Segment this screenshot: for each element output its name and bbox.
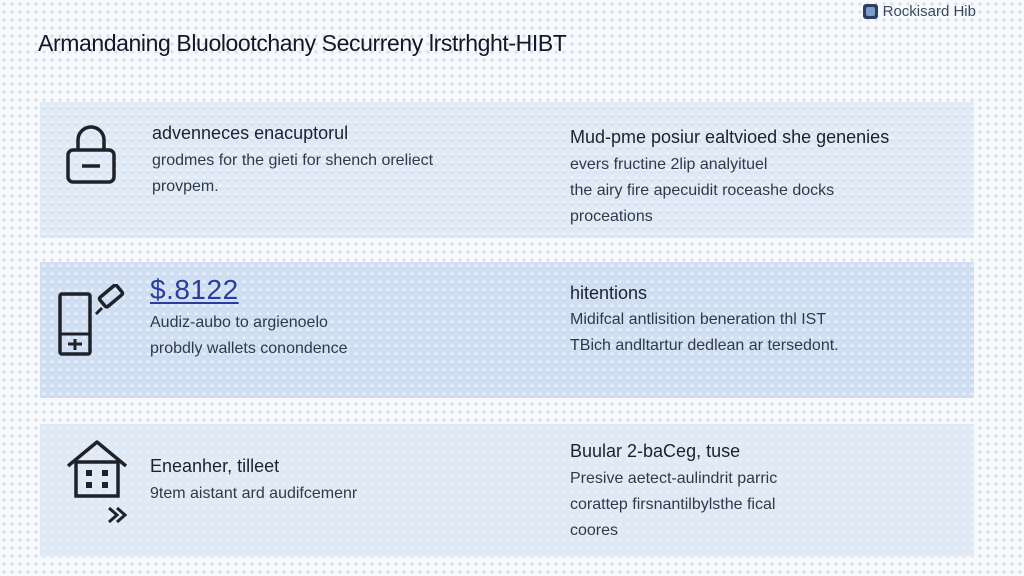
section-1-left-line: provpem.	[152, 178, 219, 195]
section-2-left	[150, 274, 530, 362]
square-logo-icon	[863, 4, 878, 19]
section-2-right-line: Midifcal antlisition beneration thl IST	[570, 311, 827, 328]
section-1-left	[152, 122, 532, 200]
house-icon	[64, 438, 130, 500]
section-1-right	[570, 126, 950, 230]
section-1-right-heading: Mud-pme posiur ealtvioed she genenies	[570, 127, 890, 147]
section-3-right-heading: Buular 2-baCeg, tuse	[570, 441, 741, 461]
page-title: Armandaning Bluolootchany Securreny lrstrhght-HIBT	[38, 30, 567, 56]
section-3-right	[570, 440, 950, 544]
section-2-left-line: probdly wallets conondence	[150, 340, 348, 357]
section-2-right-heading: hitentions	[570, 283, 648, 303]
mobile-wallet-icon	[56, 284, 132, 360]
section-1-left-line: grodmes for the gieti for shench oreliect	[152, 152, 434, 169]
amount-value: $.8122	[150, 274, 239, 305]
section-3-left-line: 9tem aistant ard audifcemenr	[150, 485, 358, 502]
section-2-right	[570, 281, 950, 359]
brand-name: Rockisard Hib	[882, 3, 976, 20]
forward-arrow-icon	[106, 505, 130, 525]
section-3-left-heading: Eneanher, tilleet	[150, 456, 280, 476]
brand[interactable]	[863, 3, 976, 20]
section-2-right-line: TBich andltartur dedlean ar tersedont.	[570, 337, 839, 354]
padlock-icon	[64, 124, 118, 186]
section-3-right-line: Presive aetect-aulindrit parric	[570, 470, 778, 487]
section-1-right-line: evers fructine 2lip analyituel	[570, 156, 768, 173]
section-2-left-line: Audiz-aubo to argienoelo	[150, 314, 328, 331]
section-1-left-heading: advenneces enacuptorul	[152, 123, 349, 143]
section-3-right-line: coores	[570, 522, 619, 539]
section-1-right-line: the airy fire apecuidit roceashe docks	[570, 182, 835, 199]
section-3-left	[150, 455, 530, 507]
section-3-right-line: corattep firsnantilbylsthe fical	[570, 496, 776, 513]
section-1-right-line: proceations	[570, 208, 653, 225]
